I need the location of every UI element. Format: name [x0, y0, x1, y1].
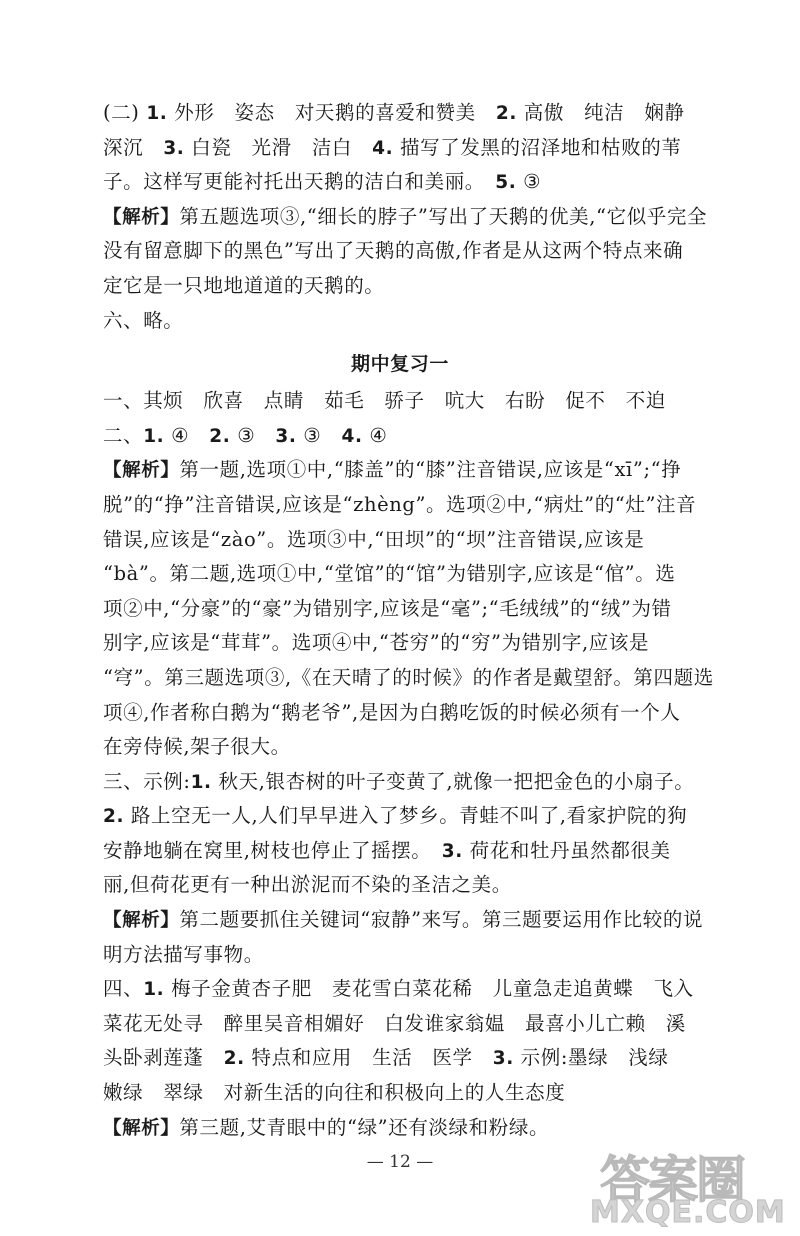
text-line	[103, 661, 714, 696]
text-run: 高傲 纯洁 娴静	[516, 101, 685, 124]
bold-label: 2.	[223, 1048, 245, 1070]
bold-label: 1.	[146, 103, 168, 124]
bold-label: 2.	[103, 806, 125, 828]
text-run: 嫩绿 翠绿 对新生活的向往和积极向上的人生态度	[103, 1081, 566, 1105]
text-run: 路上空无一人,人们早早进入了梦乡。青蛙不叫了,看家护院的狗	[124, 804, 688, 828]
text-line	[103, 131, 697, 166]
watermark	[590, 1140, 786, 1230]
text-run: ③	[296, 423, 342, 447]
text-run: 特点和应用 生活 医学	[244, 1046, 493, 1070]
text-line	[103, 592, 697, 627]
text-run: 梅子金黄杏子肥 麦花雪白菜花稀 儿童急走追黄蝶 飞入	[164, 977, 694, 1001]
text-run: 期中复习一	[350, 353, 449, 376]
text-run: “穹”。第三题选项③,《在天晴了的时候》的作者是戴望舒。第四题选	[103, 665, 714, 689]
bold-label: 5.	[495, 172, 517, 194]
page-number: — 12 —	[366, 1152, 434, 1172]
text-line	[103, 419, 697, 454]
text-line	[103, 765, 697, 800]
bold-label: 2.	[209, 425, 231, 447]
text-run: 示例:墨绿 浅绿	[513, 1046, 669, 1070]
bold-label: 【解析】	[103, 1117, 180, 1139]
text-line	[103, 488, 697, 523]
text-run: 别字,应该是“茸茸”。选项④中,“苍穷”的“穷”为错别字,应该是	[103, 631, 650, 655]
bold-label: 2.	[495, 103, 517, 124]
text-line	[103, 868, 697, 903]
text-run: ④	[362, 423, 388, 447]
bold-label: 1.	[143, 979, 165, 1001]
bold-label: 【解析】	[103, 460, 180, 482]
text-run: 一、其烦 欣喜 点睛 茹毛 骄子 吭大 右盼 促不 不迫	[103, 389, 666, 413]
text-line	[103, 557, 697, 592]
bold-label: 4.	[372, 137, 394, 159]
text-run: 第三题,艾青眼中的“绿”还有淡绿和粉绿。	[179, 1115, 550, 1139]
text-line	[103, 834, 697, 869]
text-line	[103, 200, 708, 235]
text-line	[103, 1076, 697, 1111]
text-run: 丽,但荷花更有一种出淤泥而不染的圣洁之美。	[103, 873, 512, 897]
answer-page-body	[103, 96, 714, 1145]
text-run: ③	[230, 423, 276, 447]
text-line	[103, 626, 697, 661]
text-run: ④	[164, 423, 210, 447]
text-line	[103, 799, 697, 834]
text-line	[103, 523, 697, 558]
text-run: 描写了发黑的沼泽地和枯败的苇	[393, 135, 682, 159]
bold-label: 1.	[190, 771, 212, 793]
text-line	[103, 165, 697, 200]
text-line	[103, 696, 697, 731]
text-run: 明方法描写事物。	[103, 942, 264, 966]
text-run: 秋天,银杏树的叶子变黄了,就像一把把金色的小扇子。	[211, 769, 695, 793]
text-line	[103, 730, 697, 765]
text-run: 错误,应该是“zào”。选项③中,“田坝”的“坝”注音错误,应该是	[103, 527, 645, 551]
text-run: 菜花无处寻 醉里吴音相媚好 白发谁家翁媪 最喜小儿亡赖 溪	[103, 1011, 686, 1035]
bold-label: 【解析】	[103, 206, 180, 228]
text-run: 二、	[103, 423, 144, 447]
text-line	[103, 1041, 697, 1076]
text-run: 项④,作者称白鹅为“鹅老爷”,是因为白鹅吃饭的时候必须有一个人	[103, 700, 681, 724]
text-line	[103, 972, 697, 1007]
text-run: 在旁侍候,架子很大。	[103, 735, 291, 759]
bold-label: 4.	[341, 425, 363, 447]
text-run: (二)	[103, 101, 147, 124]
watermark-logo: 答案圈	[600, 1151, 744, 1209]
text-run: 安静地躺在窝里,树枝也停止了摇摆。	[103, 838, 442, 862]
text-run: 定它是一只地地道道的天鹅的。	[103, 273, 385, 297]
text-run: 没有留意脚下的黑色”写出了天鹅的高傲,作者是从这两个特点来确	[103, 239, 684, 263]
watermark-url: MXQE.COM	[590, 1195, 786, 1230]
text-line	[103, 269, 697, 304]
text-run: 外形 姿态 对天鹅的喜爱和赞美	[167, 101, 496, 124]
text-run: 子。这样写更能衬托出天鹅的洁白和美丽。	[103, 170, 496, 194]
text-run: 四、	[103, 977, 144, 1001]
text-run: 深沉	[103, 135, 164, 159]
text-run: 荷花和牡丹虽然都很美	[462, 838, 671, 862]
text-run: 第二题要抓住关键词“寂静”来写。第三题要运用作比较的说	[179, 908, 704, 932]
bold-label: 【解析】	[103, 910, 180, 932]
text-line	[103, 938, 697, 973]
text-run: 白瓷 光滑 洁白	[184, 135, 373, 159]
text-run: 六、略。	[103, 308, 184, 332]
text-run: 脱”的“挣”注音错误,应该是“zhèng”。选项②中,“病灶”的“灶”注音	[103, 492, 697, 516]
text-line	[103, 304, 697, 339]
text-run: ③	[516, 170, 542, 194]
text-run: 第一题,选项①中,“膝盖”的“膝”注音错误,应该是“xī”;“挣	[179, 458, 682, 482]
text-line	[103, 234, 697, 269]
bold-label: 3.	[275, 425, 297, 447]
text-run: 项②中,“分豪”的“豪”为错别字,应该是“毫”;“毛绒绒”的“绒”为错	[103, 596, 672, 620]
text-run: “bà”。第二题,选项①中,“堂馆”的“馆”为错别字,应该是“倌”。选	[103, 562, 676, 586]
section-heading	[103, 344, 697, 384]
text-line	[103, 384, 697, 419]
bold-label: 3.	[441, 840, 463, 862]
text-line	[103, 1007, 697, 1042]
text-line	[103, 903, 704, 938]
bold-label: 3.	[163, 137, 185, 159]
text-run: 头卧剥莲蓬	[103, 1046, 224, 1070]
text-run: 第五题选项③,“细长的脖子”写出了天鹅的优美,“它似乎完全	[179, 204, 708, 228]
text-line	[103, 453, 697, 488]
bold-label: 3.	[492, 1048, 514, 1070]
text-line	[103, 96, 697, 131]
text-run: 三、示例:	[103, 769, 191, 793]
bold-label: 1.	[143, 425, 165, 447]
